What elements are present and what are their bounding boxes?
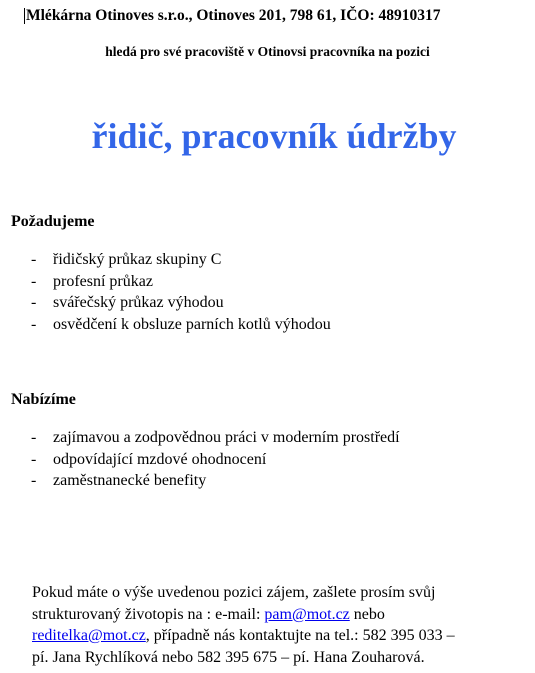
bullet-dash: - — [31, 450, 37, 468]
list-item-text: zajímavou a zodpovědnou práci v moderním prostředí — [53, 429, 400, 446]
list-item — [31, 292, 331, 314]
list-item-text: osvědčení k obsluze parních kotlů výhodou — [53, 315, 331, 333]
list-item-text: svářečský průkaz výhodou — [53, 294, 224, 311]
contact-line-3 — [32, 625, 532, 647]
bullet-dash: - — [31, 315, 37, 333]
contact-line-2-end: nebo — [349, 605, 385, 623]
bullet-dash: - — [31, 429, 37, 446]
list-item — [31, 470, 400, 492]
list-item — [31, 249, 331, 271]
offer-heading: Nabízíme — [11, 391, 76, 408]
contact-line-2-text: strukturovaný životopis na : e-mail: — [32, 605, 265, 623]
bullet-dash: - — [31, 472, 37, 489]
contact-line-3-text: , případně nás kontaktujte na tel.: 582 395 033 – — [145, 627, 455, 644]
list-item-text: řidičský průkaz skupiny C — [53, 251, 222, 268]
job-title: řidič, pracovník údržby — [91, 116, 457, 156]
email-link-pam[interactable]: pam@mot.cz — [264, 605, 350, 623]
list-item-text: profesní průkaz — [53, 272, 153, 290]
contact-line-1: Pokud máte o výše uvedenou pozici zájem, zašlete prosím svůj — [32, 584, 436, 601]
text-cursor — [24, 8, 25, 24]
company-header: Mlékárna Otinoves s.r.o., Otinoves 201, 798 61, IČO: 48910317 — [26, 7, 441, 24]
email-link-reditelka[interactable]: reditelka@mot.cz — [32, 627, 146, 644]
contact-line-4: pí. Jana Rychlíková nebo 582 395 675 – pí. Hana Zouharová. — [32, 648, 425, 666]
list-item-text: zaměstnanecké benefity — [53, 472, 207, 489]
bullet-dash: - — [31, 251, 37, 268]
offer-list — [31, 427, 400, 492]
list-item — [31, 427, 400, 449]
contact-paragraph — [32, 582, 532, 668]
list-item — [31, 449, 400, 471]
list-item-text: odpovídající mzdové ohodnocení — [53, 450, 267, 468]
bullet-dash: - — [31, 294, 37, 311]
requirements-list — [31, 249, 331, 335]
requirements-heading: Požadujeme — [11, 213, 95, 230]
list-item — [31, 314, 331, 336]
contact-line-2 — [32, 604, 532, 626]
intro-text: hledá pro své pracoviště v Otinovsi pracovníka na pozici — [105, 44, 430, 59]
bullet-dash: - — [31, 272, 37, 290]
list-item — [31, 271, 331, 293]
